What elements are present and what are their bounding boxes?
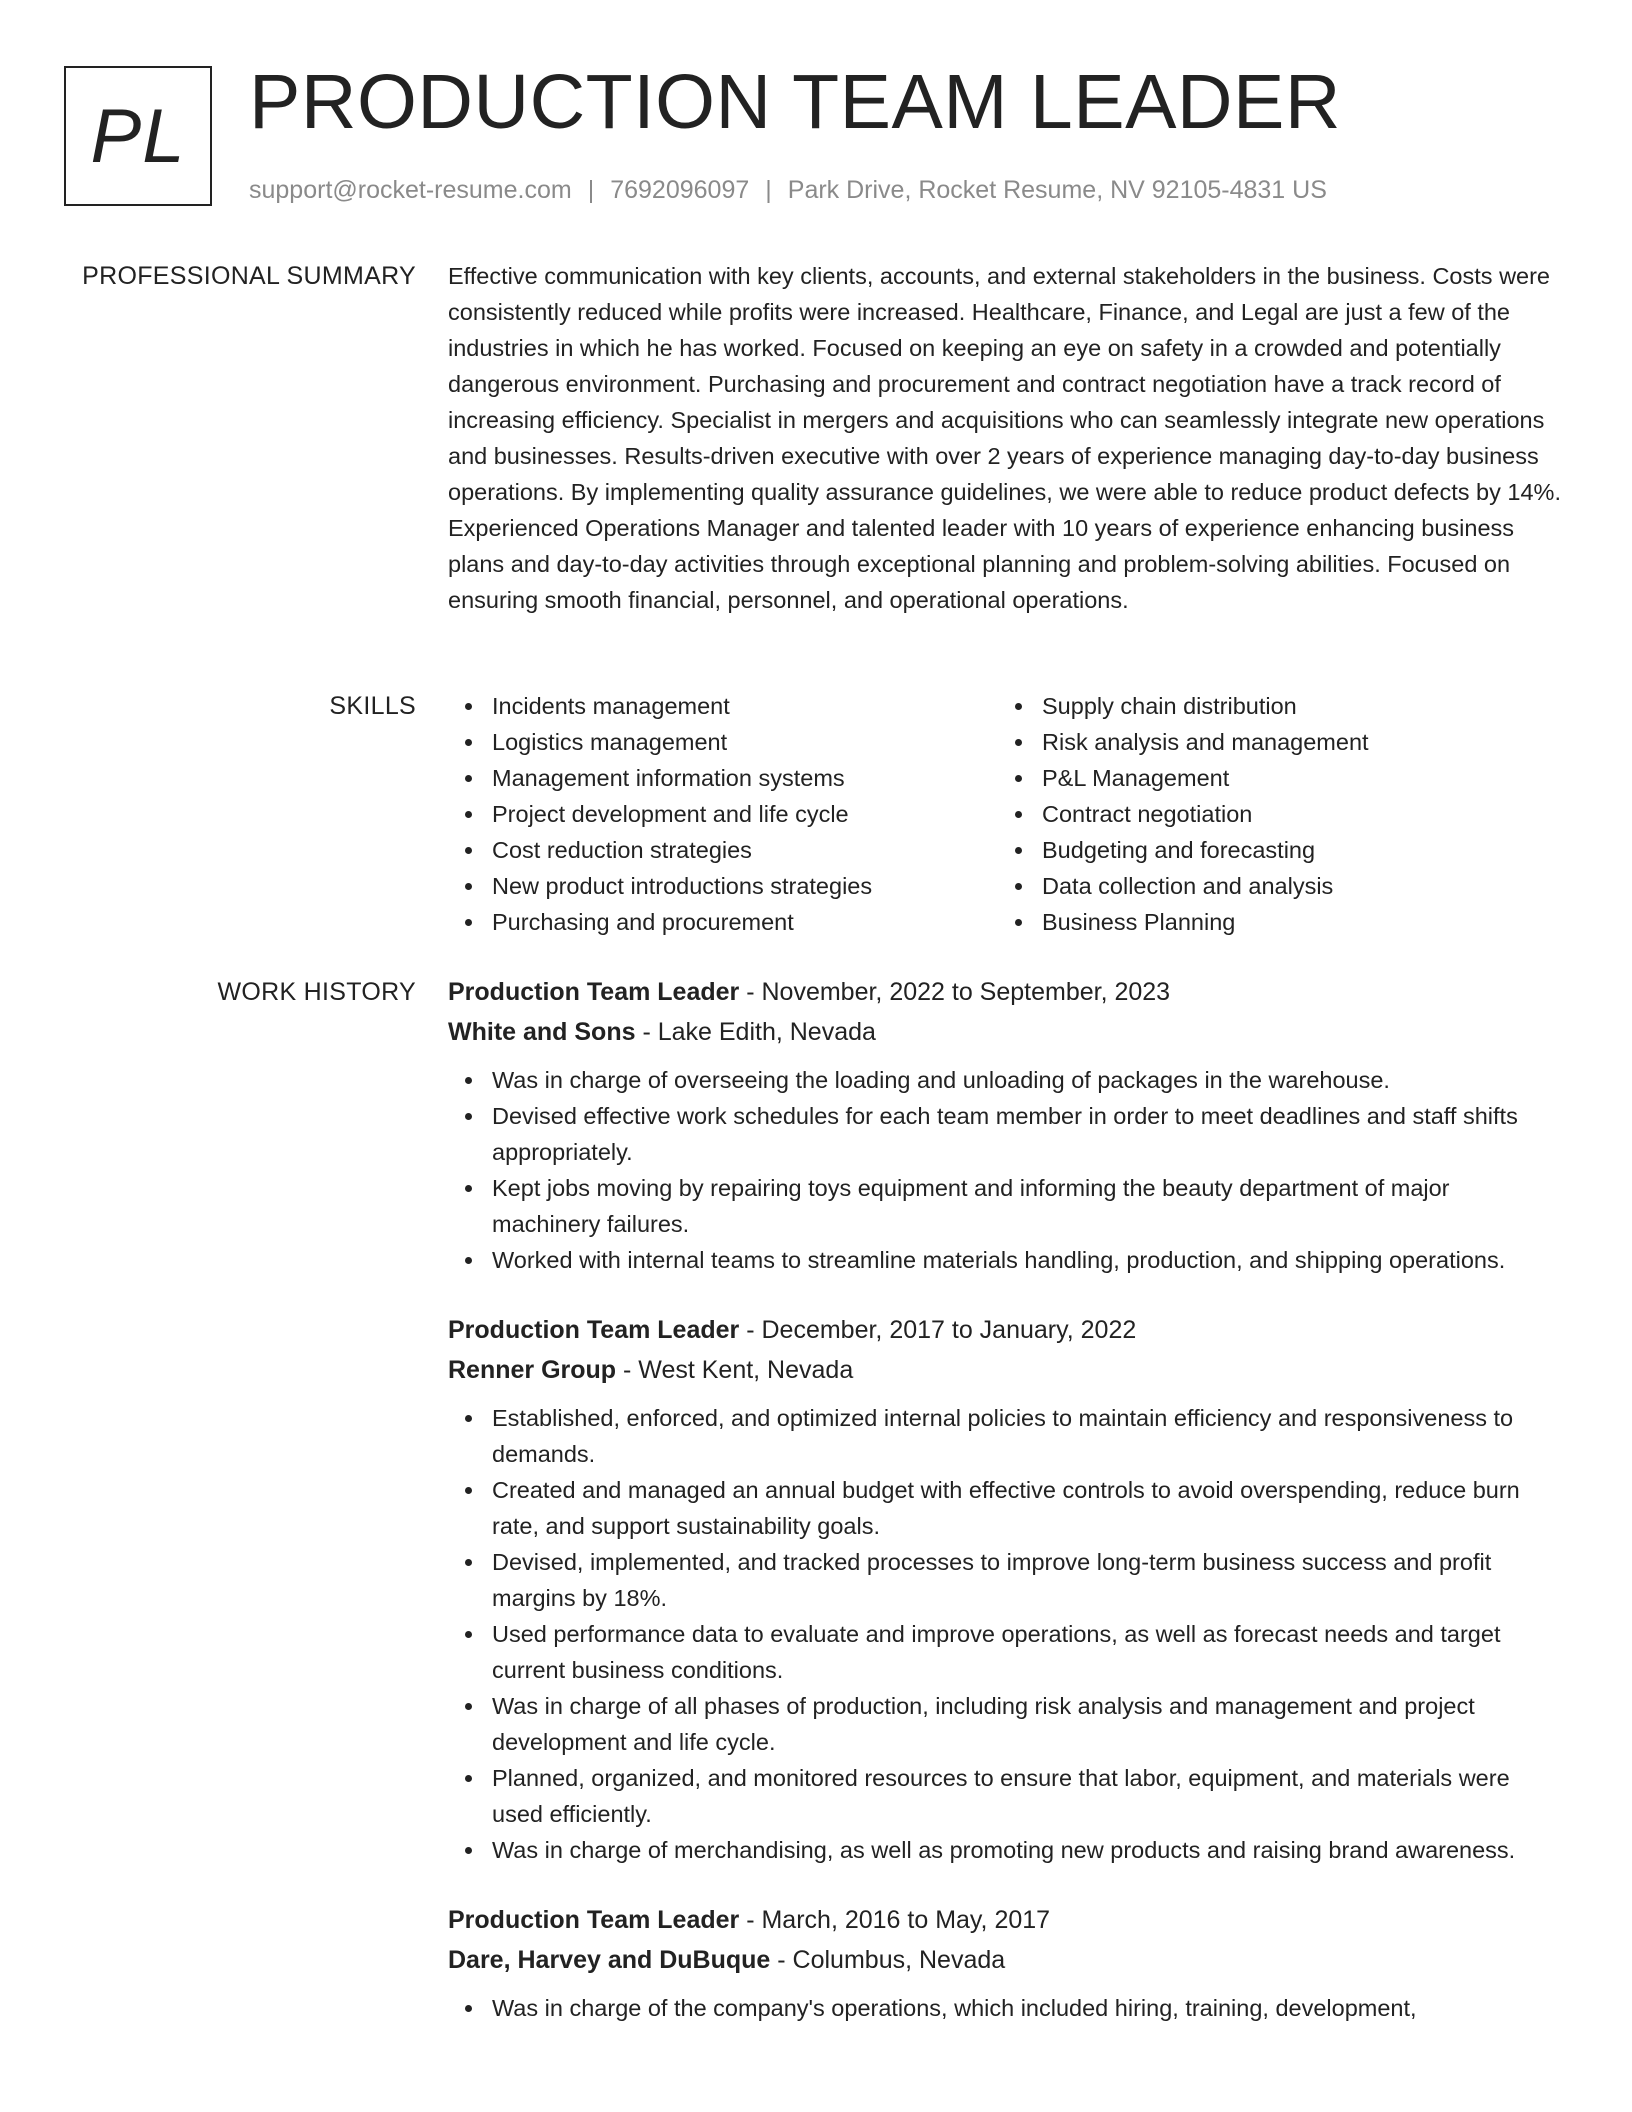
- job-company-line: [448, 1350, 1563, 1390]
- skill-item: Risk analysis and management: [998, 724, 1558, 760]
- skills-heading: SKILLS: [329, 692, 416, 720]
- contact-email: support@rocket-resume.com: [249, 176, 572, 204]
- job-title: Production Team Leader: [448, 1316, 740, 1344]
- skill-item: Incidents management: [448, 688, 998, 724]
- job-bullet-list: [448, 1400, 1563, 1868]
- job-bullet: Created and managed an annual budget with effective controls to avoid overspending, reduce burn rate, and support sustainability goals.: [448, 1472, 1563, 1544]
- job-location: - West Kent, Nevada: [616, 1356, 854, 1384]
- job-bullet: Devised, implemented, and tracked processes to improve long-term business success and profit margins by 18%.: [448, 1544, 1563, 1616]
- job-bullet-list: [448, 1990, 1563, 2026]
- job-bullet-list: [448, 1062, 1563, 1278]
- monogram-badge: [64, 66, 212, 206]
- contact-separator: |: [765, 176, 772, 204]
- skills-columns: [448, 688, 1563, 940]
- page-title: PRODUCTION TEAM LEADER: [249, 59, 1342, 145]
- job-entry: [448, 1900, 1563, 2026]
- job-title: Production Team Leader: [448, 978, 740, 1006]
- job-dates: - March, 2016 to May, 2017: [739, 1906, 1051, 1934]
- job-location: - Lake Edith, Nevada: [635, 1018, 876, 1046]
- skill-item: Supply chain distribution: [998, 688, 1558, 724]
- contact-separator: |: [587, 176, 595, 204]
- skill-item: Contract negotiation: [998, 796, 1558, 832]
- job-entry: [448, 972, 1563, 1278]
- contact-line: [249, 174, 1327, 206]
- monogram-initials: PL: [90, 93, 186, 179]
- job-title-line: [448, 1310, 1563, 1350]
- skill-item: Cost reduction strategies: [448, 832, 998, 868]
- skill-item: Business Planning: [998, 904, 1558, 940]
- job-bullet: Devised effective work schedules for each team member in order to meet deadlines and staff shifts appropriately.: [448, 1098, 1563, 1170]
- skills-list-left: [448, 688, 998, 940]
- job-location: - Columbus, Nevada: [770, 1946, 1006, 1974]
- job-bullet: Used performance data to evaluate and improve operations, as well as forecast needs and target current business conditions.: [448, 1616, 1563, 1688]
- job-bullet: Was in charge of the company's operations, which included hiring, training, development,: [448, 1990, 1563, 2026]
- skill-item: Budgeting and forecasting: [998, 832, 1558, 868]
- job-bullet: Was in charge of overseeing the loading and unloading of packages in the warehouse.: [448, 1062, 1563, 1098]
- skills-list-right: [998, 688, 1558, 940]
- summary-text: Effective communication with key clients, accounts, and external stakeholders in the business. Costs were consistently reduced while profits were increased. Healthcare, Finance, and Legal are just a few of the industries in which he has worked. Focused on keeping an eye on safety in a crowded and potentially dangerous environment. Purchasing and procurement and contract negotiation have a track record of increasing efficiency. Specialist in mergers and acquisitions who can seamlessly integrate new operations and businesses. Results-driven executive with over 2 years of experience managing day-to-day business operations. By implementing quality assurance guidelines, we were able to reduce product defects by 14%. Experienced Operations Manager and talented leader with 10 years of experience enhancing business plans and day-to-day activities through exceptional planning and problem-solving abilities. Focused on ensuring smooth financial, personnel, and operational operations.: [448, 263, 1561, 613]
- job-company-line: [448, 1940, 1563, 1980]
- job-bullet: Planned, organized, and monitored resources to ensure that labor, equipment, and materials were used efficiently.: [448, 1760, 1563, 1832]
- summary-heading: PROFESSIONAL SUMMARY: [82, 262, 416, 290]
- job-bullet: Worked with internal teams to streamline materials handling, production, and shipping operations.: [448, 1242, 1563, 1278]
- job-title-line: [448, 1900, 1563, 1940]
- skill-item: New product introductions strategies: [448, 868, 998, 904]
- job-title: Production Team Leader: [448, 1906, 740, 1934]
- skills-body: [448, 688, 1563, 940]
- skill-item: Data collection and analysis: [998, 868, 1558, 904]
- skill-item: Logistics management: [448, 724, 998, 760]
- summary-body: [448, 258, 1563, 618]
- skill-item: Purchasing and procurement: [448, 904, 998, 940]
- job-company: Dare, Harvey and DuBuque: [448, 1946, 771, 1974]
- job-bullet: Kept jobs moving by repairing toys equipment and informing the beauty department of major machinery failures.: [448, 1170, 1563, 1242]
- job-company: Renner Group: [448, 1356, 617, 1384]
- job-bullet: Was in charge of all phases of production, including risk analysis and management and project development and life cycle.: [448, 1688, 1563, 1760]
- contact-phone: 7692096097: [610, 176, 750, 204]
- work-history-body: [448, 972, 1563, 2058]
- job-bullet: Was in charge of merchandising, as well as promoting new products and raising brand awareness.: [448, 1832, 1563, 1868]
- job-bullet: Established, enforced, and optimized internal policies to maintain efficiency and responsiveness to demands.: [448, 1400, 1563, 1472]
- job-company-line: [448, 1012, 1563, 1052]
- skill-item: Project development and life cycle: [448, 796, 998, 832]
- job-company: White and Sons: [448, 1018, 636, 1046]
- skill-item: Management information systems: [448, 760, 998, 796]
- contact-address: Park Drive, Rocket Resume, NV 92105-4831 US: [787, 176, 1327, 204]
- work-history-heading: WORK HISTORY: [217, 978, 416, 1006]
- job-dates: - December, 2017 to January, 2022: [739, 1316, 1137, 1344]
- job-title-line: [448, 972, 1563, 1012]
- job-dates: - November, 2022 to September, 2023: [739, 978, 1171, 1006]
- skill-item: P&L Management: [998, 760, 1558, 796]
- job-entry: [448, 1310, 1563, 1868]
